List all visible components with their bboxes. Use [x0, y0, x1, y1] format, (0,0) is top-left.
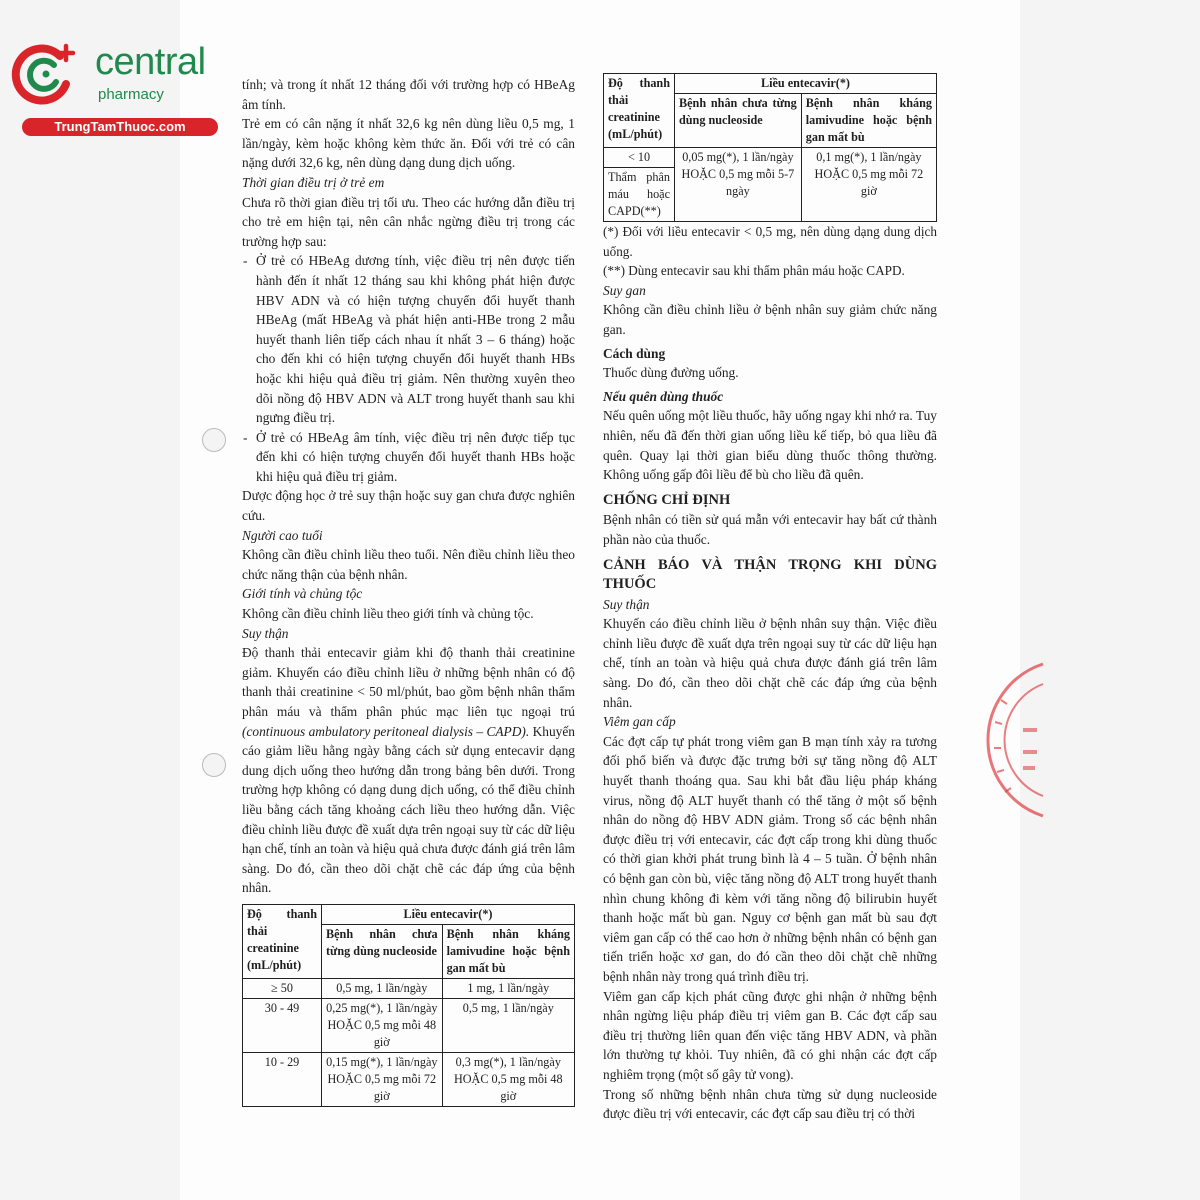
seal-stamp-icon	[985, 660, 1045, 820]
punch-hole-top	[202, 428, 226, 452]
table-footnote: (**) Dùng entecavir sau khi thẩm phân máu hoặc CAPD.	[603, 263, 905, 279]
section-heading: CẢNH BÁO VÀ THẬN TRỌNG KHI DÙNG THUỐC	[603, 556, 937, 593]
section-heading: Viêm gan cấp	[603, 714, 676, 730]
table-header-cell: Bệnh nhân chưa từng dùng nucleoside	[322, 924, 443, 978]
paragraph: Thuốc dùng đường uống.	[603, 365, 739, 381]
paragraph: Không cần điều chỉnh liều ở bệnh nhân suy giảm chức năng gan.	[603, 302, 937, 337]
section-heading: Thời gian điều trị ở trẻ em	[242, 174, 385, 190]
table-cell: 0,25 mg(*), 1 lần/ngày HOẶC 0,5 mg mỗi 48 giờ	[322, 998, 443, 1052]
dosage-table-continued	[603, 73, 937, 222]
table-cell: ≥ 50	[243, 978, 322, 998]
table-cell: 30 - 49	[243, 998, 322, 1052]
table-cell	[604, 148, 675, 222]
table-cell: 0,05 mg(*), 1 lần/ngày HOẶC 0,5 mg mỗi 5-7 ngày	[675, 148, 802, 222]
table-row	[243, 978, 575, 998]
brand-subtitle: pharmacy	[98, 86, 164, 103]
table-header-cell: Độ thanh thải creatinine (mL/phút)	[243, 904, 322, 978]
section-heading: CHỐNG CHỈ ĐỊNH	[603, 491, 731, 508]
brand-logo	[10, 38, 215, 138]
table-header-row	[604, 74, 937, 94]
paragraph: Nếu quên uống một liều thuốc, hãy uống ngay khi nhớ ra. Tuy nhiên, nếu đã đến thời gian uống liều kế tiếp, bỏ qua liều đã quên. Quay lại thời gian biểu dùng thuốc thông thường. Không uống gấp đôi liều để bù cho liều đã quên.	[603, 408, 937, 483]
punch-hole-bottom	[202, 753, 226, 777]
paragraph: Không cần điều chỉnh liều theo tuổi. Nên điều chỉnh liều theo chức năng thận của bệnh nhân.	[242, 547, 575, 582]
paragraph: tính; và trong ít nhất 12 tháng đối với trường hợp có HBeAg âm tính.	[242, 77, 575, 112]
left-column	[242, 75, 575, 1107]
table-cell: 0,15 mg(*), 1 lần/ngày HOẶC 0,5 mg mỗi 72 giờ	[322, 1052, 443, 1106]
table-footnote: (*) Đối với liều entecavir < 0,5 mg, nên dùng dạng dung dịch uống.	[603, 224, 937, 259]
text-run: Độ thanh thải entecavir giảm khi độ thanh thải creatinine giảm. Khuyến cáo điều chỉnh liều ở những bệnh nhân có độ thanh thải creatinine < 50 ml/phút, bao gồm bệnh nhân thẩm phân máu và thẩm phân phúc mạc liên tục ngoại trú	[242, 645, 575, 719]
paragraph: Chưa rõ thời gian điều trị tối ưu. Theo các hướng dẫn điều trị cho trẻ em hiện tại, nên cân nhắc ngừng điều trị trong các trường hợp sau:	[242, 194, 575, 249]
paragraph: Bệnh nhân có tiền sử quá mẫn với entecavir hay bất cứ thành phần nào của thuốc.	[603, 512, 937, 547]
list-item: - Ở trẻ có HBeAg âm tính, việc điều trị nên được tiếp tục đến khi có hiện tượng chuyển đổi huyết thanh HBs hoặc khi hiệu quả điều trị giảm.	[256, 428, 575, 487]
brand-name: central	[95, 41, 206, 83]
table-cell: 0,1 mg(*), 1 lần/ngày HOẶC 0,5 mg mỗi 72 giờ	[801, 148, 936, 222]
table-header-cell: Liều entecavir(*)	[322, 904, 575, 924]
brand-url: TrungTamThuoc.com	[22, 118, 218, 136]
paragraph: Dược động học ở trẻ suy thận hoặc suy gan chưa được nghiên cứu.	[242, 488, 575, 524]
section-heading: Suy gan	[603, 282, 646, 298]
table-header-row	[243, 904, 575, 924]
table-cell: 10 - 29	[243, 1052, 322, 1106]
section-heading: Cách dùng	[603, 345, 666, 361]
table-cell: 1 mg, 1 lần/ngày	[442, 978, 574, 998]
paragraph: Khuyến cáo điều chỉnh liều ở bệnh nhân suy thận. Việc điều chỉnh liều được đề xuất dựa trên ngoại suy từ các dữ liệu hạn chế, tính an toàn và hiệu quả chưa được đánh giá trên lâm sàng. Do đó, cần theo dõi chặt chẽ các đáp ứng của bệnh nhân.	[603, 616, 937, 710]
table-row	[243, 998, 575, 1052]
table-cell: 0,5 mg, 1 lần/ngày	[442, 998, 574, 1052]
paragraph: Trẻ em có cân nặng ít nhất 32,6 kg nên dùng liều 0,5 mg, 1 lần/ngày, kèm hoặc không kèm thức ăn. Đối với trẻ có cân nặng dưới 32,6 kg, nên dùng dạng dung dịch uống.	[242, 116, 575, 171]
table-header-cell: Liều entecavir(*)	[675, 74, 937, 94]
bullet-list	[242, 251, 575, 486]
section-heading: Suy thận	[603, 596, 650, 612]
text-run: Khuyến cáo giảm liều hằng ngày bằng cách sử dụng entecavir dạng dung dịch uống theo hướng dẫn trong bảng bên dưới. Trong trường hợp không có dạng dung dịch uống, có thể điều chỉnh liều bằng cách tăng khoảng cách liều theo hướng dẫn. Việc điều chỉnh liều được đề xuất dựa trên ngoại suy từ các dữ liệu hạn chế, tính an toàn và hiệu quả chưa được đánh giá trên lâm sàng. Do đó, cần theo dõi chặt chẽ các đáp ứng của bệnh nhân.	[242, 723, 575, 896]
logo-c-icon	[10, 38, 82, 110]
table-cell: 0,5 mg, 1 lần/ngày	[322, 978, 443, 998]
right-column	[603, 73, 937, 1124]
table-row	[243, 1052, 575, 1106]
table-row	[604, 148, 937, 222]
section-heading: Người cao tuổi	[242, 527, 323, 543]
section-heading: Giới tính và chủng tộc	[242, 586, 363, 602]
section-heading: Suy thận	[242, 625, 289, 641]
table-cell-part: Thẩm phân máu hoặc CAPD(**)	[608, 170, 670, 218]
table-cell-part: < 10	[604, 148, 674, 168]
paragraph: Viêm gan cấp kịch phát cũng được ghi nhận ở những bệnh nhân ngừng liệu pháp điều trị viêm gan B. Các đợt cấp sau điều trị thường liên quan đến việc tăng HBV ADN, và phần lớn thường tự khỏi. Tuy nhiên, đã có ghi nhận các đợt cấp nghiêm trọng (một số gây tử vong).	[603, 988, 937, 1082]
paragraph: Không cần điều chỉnh liều theo giới tính và chủng tộc.	[242, 606, 534, 622]
table-header-cell: Bệnh nhân kháng lamivudine hoặc bệnh gan mất bù	[442, 924, 574, 978]
table-header-cell: Bệnh nhân chưa từng dùng nucleoside	[675, 94, 802, 148]
list-item: - Ở trẻ có HBeAg dương tính, việc điều trị nên được tiến hành đến ít nhất 12 tháng sau khi không phát hiện được HBV ADN và có hiện tượng chuyển đổi huyết thanh HBeAg (mất HBeAg và phát hiện anti-HBe trong 2 mẫu huyết thanh liên tiếp cách nhau ít nhất 3 – 6 tháng) hoặc cho đến khi có hiện tượng chuyển đổi huyết thanh HBs hoặc khi hiệu quả điều trị giảm. Nên thường xuyên theo dõi nồng độ HBV ADN và ALT trong huyết thanh sau khi ngưng điều trị.	[256, 251, 575, 427]
table-header-cell: Bệnh nhân kháng lamivudine hoặc bệnh gan mất bù	[801, 94, 936, 148]
dosage-table	[242, 904, 575, 1107]
section-heading: Nếu quên dùng thuốc	[603, 388, 724, 404]
paragraph	[242, 643, 575, 898]
text-run-italic: (continuous ambulatory peritoneal dialysis – CAPD).	[242, 723, 530, 739]
table-header-cell: Độ thanh thải creatinine (mL/phút)	[604, 74, 675, 148]
paragraph: Các đợt cấp tự phát trong viêm gan B mạn tính xảy ra tương đối phổ biến và được đặc trưng bởi sự tăng nồng độ ALT huyết thanh thoáng qua. Sau khi bắt đầu liệu pháp kháng virus, nồng độ ALT huyết thanh có thể tăng ở một số bệnh nhân do nồng độ HBV ADN giảm. Trong số các bệnh nhân được điều trị với entecavir, các đợt cấp trong khi dùng thuốc có thời gian khởi phát trung bình là 4 – 5 tuần. Ở bệnh nhân có bệnh gan còn bù, việc tăng nồng độ ALT trong huyết thanh nhìn chung không đi kèm với tăng nồng độ bilirubin huyết thanh hoặc mất bù gan. Nguy cơ bệnh gan mất bù sau đợt viêm gan cấp có thể cao hơn ở những bệnh nhân có bệnh gan tiến triển hoặc xơ gan, do đó cần theo dõi chặt chẽ những bệnh nhân này trong quá trình điều trị.	[603, 733, 937, 984]
table-cell: 0,3 mg(*), 1 lần/ngày HOẶC 0,5 mg mỗi 48 giờ	[442, 1052, 574, 1106]
paragraph: Trong số những bệnh nhân chưa từng sử dụng nucleoside được điều trị với entecavir, các đợt cấp sau điều trị có thời	[603, 1086, 937, 1122]
